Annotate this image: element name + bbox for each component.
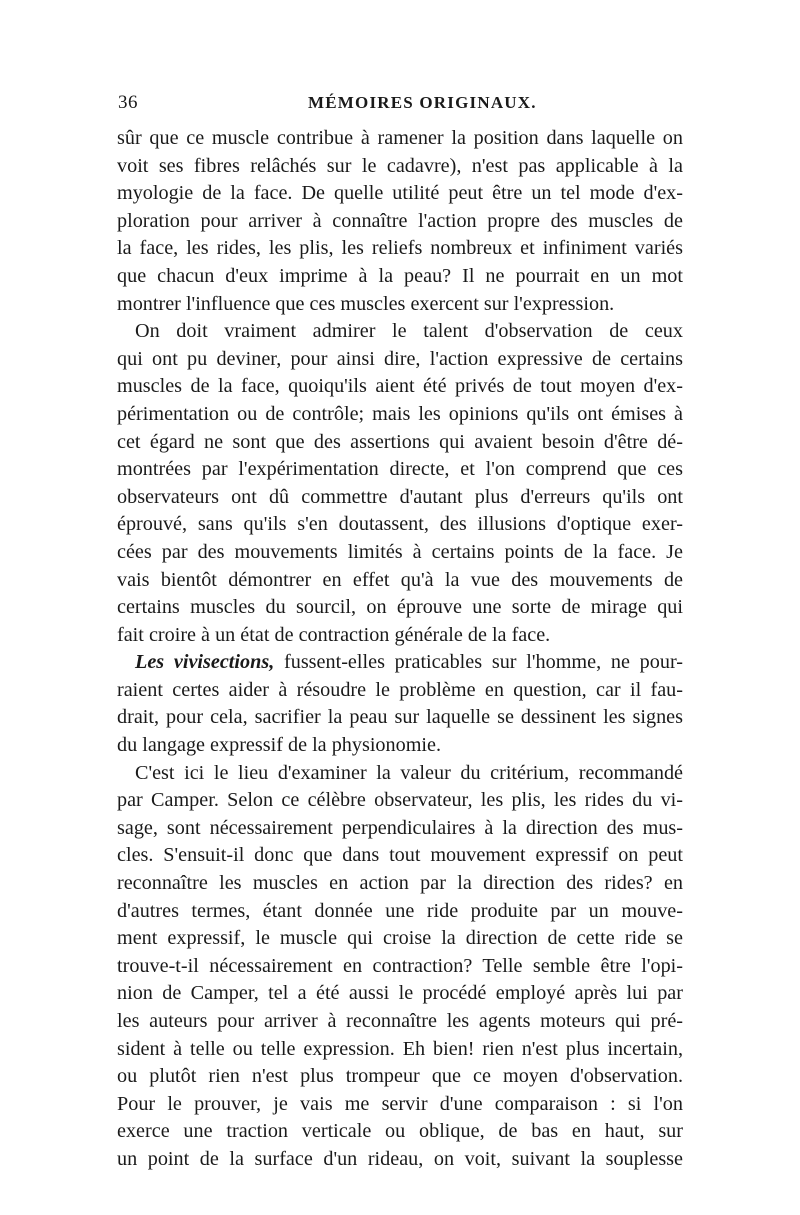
text-line: montrées par l'expérimentation directe, et l'on comprend que ces xyxy=(117,458,683,481)
page-number: 36 xyxy=(118,92,138,113)
text-line: d'autres termes, étant donnée une ride produite par un mouve- xyxy=(117,899,683,922)
text-line: les auteurs pour arriver à reconnaître les agents moteurs qui pré- xyxy=(117,1010,683,1032)
text-line: la face, les rides, les plis, les reliefs nombreux et infiniment variés xyxy=(117,237,683,260)
text-line: ment expressif, le muscle qui croise la direction de cette ride se xyxy=(117,927,683,950)
text-line: raient certes aider à résoudre le problème en question, car il fau- xyxy=(117,678,683,701)
text-line: qui ont pu deviner, pour ainsi dire, l'action expressive de certains xyxy=(117,347,683,370)
text-line: voit ses fibres relâchés sur le cadavre), n'est pas applicable à la xyxy=(117,154,683,177)
text-line: C'est ici le lieu d'examiner la valeur du critérium, recommandé xyxy=(135,761,683,784)
text-line: On doit vraiment admirer le talent d'observation de ceux xyxy=(135,320,683,343)
text-line: reconnaître les muscles en action par la direction des rides? en xyxy=(117,872,683,895)
text-line: cet égard ne sont que des assertions qui avaient besoin d'être dé- xyxy=(117,430,683,453)
text-line: sage, sont nécessairement perpendiculaires à la direction des mus- xyxy=(117,816,683,839)
text-line: cles. S'ensuit-il donc que dans tout mouvement expressif on peut xyxy=(117,844,683,867)
text-line: observateurs ont dû commettre d'autant plus d'erreurs qu'ils ont xyxy=(117,485,683,508)
text-line: drait, pour cela, sacrifier la peau sur laquelle se dessinent les signes xyxy=(117,706,683,729)
paragraph xyxy=(117,760,683,1174)
text-line: ploration pour arriver à connaître l'action propre des muscles de xyxy=(117,209,683,232)
text-line: muscles de la face, quoiqu'ils aient été privés de tout moyen d'ex- xyxy=(117,375,683,398)
text-line: du langage expressif de la physionomie. xyxy=(117,734,442,757)
text-line: myologie de la face. De quelle utilité peut être un tel mode d'ex- xyxy=(117,182,683,205)
text-line: trouve-t-il nécessairement en contraction? Telle semble être l'opi- xyxy=(117,954,683,977)
text-line: certains muscles du sourcil, on éprouve une sorte de mirage qui xyxy=(117,596,683,619)
paragraph xyxy=(117,649,683,759)
text-line: cées par des mouvements limités à certains points de la face. Je xyxy=(117,540,683,563)
text-segment: fussent-elles praticables sur l'homme, ne pour- xyxy=(274,651,683,674)
text-line: exerce une traction verticale ou oblique, de bas en haut, sur xyxy=(117,1120,683,1143)
text-line: un point de la surface d'un rideau, on voit, suivant la souplesse xyxy=(117,1147,683,1170)
text-line: vais bientôt démontrer en effet qu'à la vue des mouvements de xyxy=(117,568,683,591)
italic-term: Les vivisections, xyxy=(135,651,275,674)
text-line: ou plutôt rien n'est plus trompeur que ce moyen d'observation. xyxy=(117,1065,683,1088)
paragraph xyxy=(117,318,683,649)
text-line: périmentation ou de contrôle; mais les opinions qu'ils ont émises à xyxy=(117,402,683,425)
text-line: sident à telle ou telle expression. Eh bien! rien n'est plus incertain, xyxy=(117,1037,683,1060)
text-line xyxy=(117,649,683,677)
page-header xyxy=(118,92,682,118)
text-line: nion de Camper, tel a été aussi le procédé employé après lui par xyxy=(117,982,683,1005)
body-text xyxy=(117,125,683,1174)
running-head: MÉMOIRES ORIGINAUX. xyxy=(308,93,537,112)
text-line: éprouvé, sans qu'ils s'en doutassent, des illusions d'optique exer- xyxy=(117,513,683,536)
text-line: sûr que ce muscle contribue à ramener la position dans laquelle on xyxy=(117,127,683,149)
text-line: Pour le prouver, je vais me servir d'une comparaison : si l'on xyxy=(117,1092,683,1115)
text-line: montrer l'influence que ces muscles exercent sur l'expression. xyxy=(117,292,615,315)
text-line: par Camper. Selon ce célèbre observateur, les plis, les rides du vi- xyxy=(117,789,683,812)
text-line: fait croire à un état de contraction générale de la face. xyxy=(117,623,551,646)
paragraph xyxy=(117,125,683,318)
text-line: que chacun d'eux imprime à la peau? Il ne pourrait en un mot xyxy=(117,264,683,287)
